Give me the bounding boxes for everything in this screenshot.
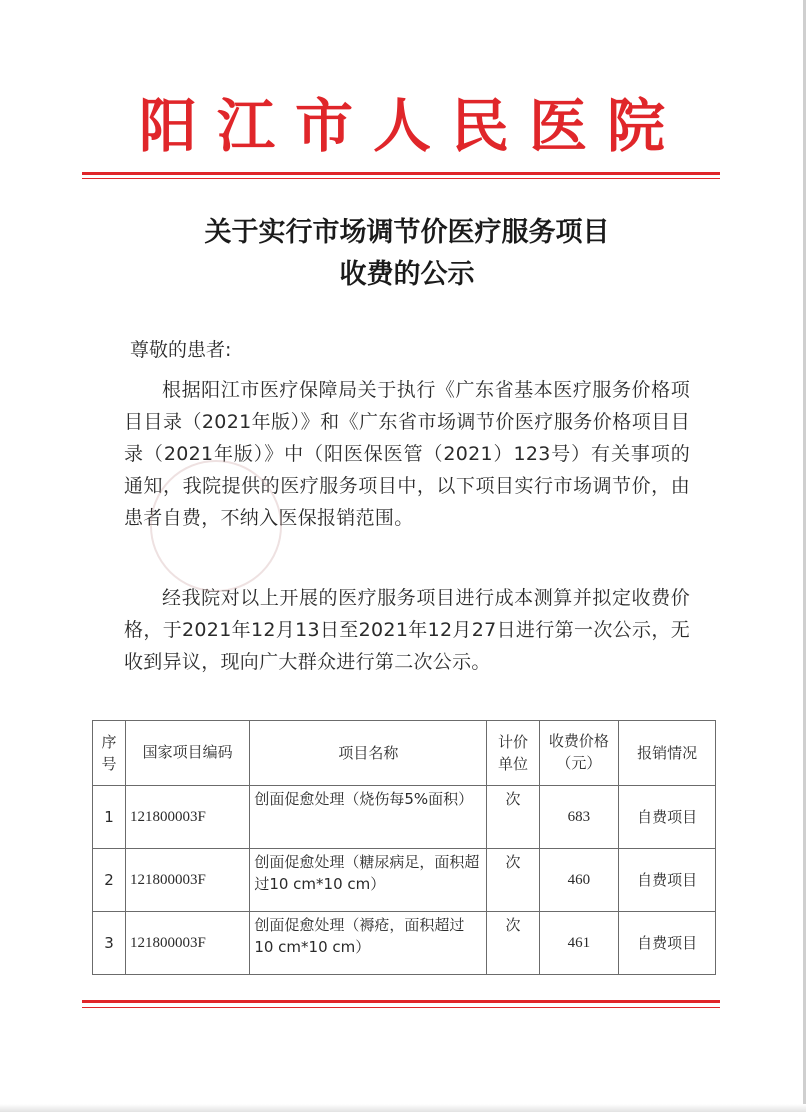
salutation: 尊敬的患者: [130,339,232,361]
row-name: 创面促愈处理（褥疮，面积超过10 cm*10 cm） [250,912,487,975]
faint-seal [150,460,282,592]
row-name: 创面促愈处理（糖尿病足，面积超过10 cm*10 cm） [250,849,487,912]
row-price: 460 [539,849,619,912]
table-row [93,786,716,849]
header-index: 序号 [93,721,126,786]
header-code: 国家项目编码 [125,721,249,786]
row-code: 121800003F [125,912,249,975]
row-index: 1 [93,786,126,849]
table-row [93,849,716,912]
letterhead-rule-thin [82,178,720,179]
footer-rule-thin [82,1007,720,1008]
header-name: 项目名称 [250,721,487,786]
scan-bottom-edge [0,1104,806,1112]
row-unit: 次 [487,786,539,849]
document-title [100,212,714,296]
table-header-row [93,721,716,786]
row-price: 683 [539,786,619,849]
row-index: 3 [93,912,126,975]
row-index: 2 [93,849,126,912]
table-row [93,912,716,975]
header-price: 收费价格（元） [539,721,619,786]
footer-rule-thick [82,1000,720,1003]
paragraph-notice: 根据阳江市医疗保障局关于执行《广东省基本医疗服务价格项目目录（2021年版）》和《广东省市场调节价医疗服务价格项目目录（2021年版）》中（阳医保医管（2021）123号）有关事项的通知，我院提供的医疗服务项目中，以下项目实行市场调节价，由患者自费，不纳入医保报销范围。 [124,379,690,529]
document-title-line2: 收费的公示 [339,259,475,290]
letterhead-rule-thick [82,172,720,175]
row-code: 121800003F [125,786,249,849]
fee-table [92,720,716,975]
row-name: 创面促愈处理（烧伤每5%面积） [250,786,487,849]
hospital-letterhead: 阳江市人民医院 [138,92,685,160]
header-unit: 计价单位 [487,721,539,786]
row-code: 121800003F [125,849,249,912]
row-unit: 次 [487,849,539,912]
paragraph-publicity: 经我院对以上开展的医疗服务项目进行成本测算并拟定收费价格，于2021年12月13日至2021年12月27日进行第一次公示，无收到异议，现向广大群众进行第二次公示。 [124,587,690,673]
row-reimbursement: 自费项目 [619,849,716,912]
document-title-line1: 关于实行市场调节价医疗服务项目 [204,217,610,248]
row-reimbursement: 自费项目 [619,912,716,975]
row-unit: 次 [487,912,539,975]
header-reimbursement: 报销情况 [619,721,716,786]
row-price: 461 [539,912,619,975]
row-reimbursement: 自费项目 [619,786,716,849]
